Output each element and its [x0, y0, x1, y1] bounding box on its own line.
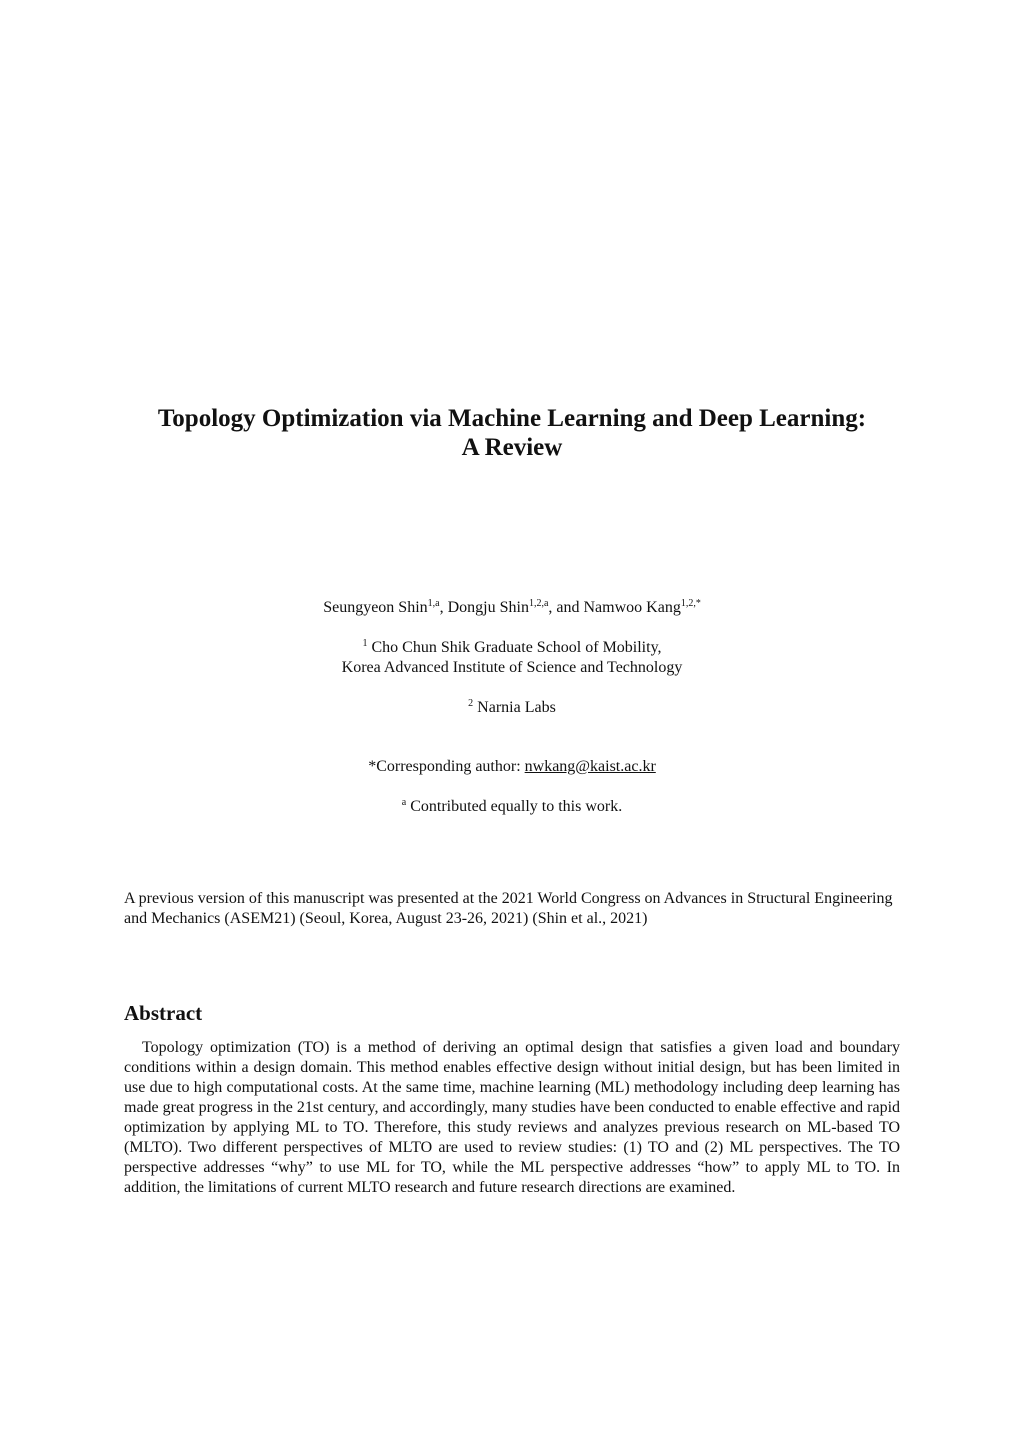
corresponding-author-label: *Corresponding author:: [368, 758, 525, 775]
corresponding-author-email-link[interactable]: nwkang@kaist.ac.kr: [524, 758, 656, 775]
presentation-note: A previous version of this manuscript was presented at the 2021 World Congress on Advances in Structural Engineering and Mechanics (ASEM21) (Seoul, Korea, August 23-26, 2021) (Shin et al., 2021): [124, 890, 893, 927]
affiliation-1: [0, 638, 1024, 678]
title-line-1: Topology Optimization via Machine Learning and Deep Learning:: [157, 405, 867, 432]
corresponding-author: [0, 757, 1024, 777]
author-list: [0, 598, 1024, 618]
affiliation-1-line-2: Korea Advanced Institute of Science and Technology: [341, 659, 683, 676]
title-line-2: A Review: [461, 434, 563, 461]
author-name: Dongju Shin: [447, 599, 529, 616]
affiliation-text: Cho Chun Shik Graduate School of Mobility,: [367, 639, 662, 656]
author-name: Namwoo Kang: [583, 599, 681, 616]
author-affiliation-marker: 1,2,a: [528, 598, 549, 609]
affiliation-text: Narnia Labs: [473, 699, 556, 716]
author-name: Seungyeon Shin: [323, 599, 428, 616]
affiliation-marker: 2: [468, 698, 474, 709]
contribution-marker: a: [401, 797, 407, 808]
author-separator: ,: [439, 599, 448, 616]
contribution-text: Contributed equally to this work.: [406, 798, 623, 815]
equal-contribution-note: [0, 797, 1024, 817]
abstract-body: Topology optimization (TO) is a method of deriving an optimal design that satisfies a given load and boundary conditions within a design domain. This method enables effective design without initial design, but has been limited in use due to high computational costs. At the same time, machine learning (ML) methodology including deep learning has made great progress in the 21st century, and accordingly, many studies have been conducted to enable effective and rapid optimization by applying ML to TO. Therefore, this study reviews and analyzes previous research on ML-based TO (MLTO). Two different perspectives of MLTO are used to review studies: (1) TO and (2) ML perspectives. The TO perspective addresses “why” to use ML for TO, while the ML perspective addresses “how” to apply ML to TO. In addition, the limitations of current MLTO research and future research directions are examined.: [124, 1039, 901, 1196]
affiliation-2: [0, 698, 1024, 718]
affiliation-1-line-1: [0, 638, 1024, 658]
abstract-heading: Abstract: [124, 1001, 203, 1025]
affiliation-marker: 1: [362, 638, 368, 649]
author-separator: , and: [548, 599, 584, 616]
author-affiliation-marker: 1,2,*: [680, 598, 701, 609]
author-affiliation-marker: 1,a: [427, 598, 440, 609]
paper-title: [0, 404, 1024, 462]
